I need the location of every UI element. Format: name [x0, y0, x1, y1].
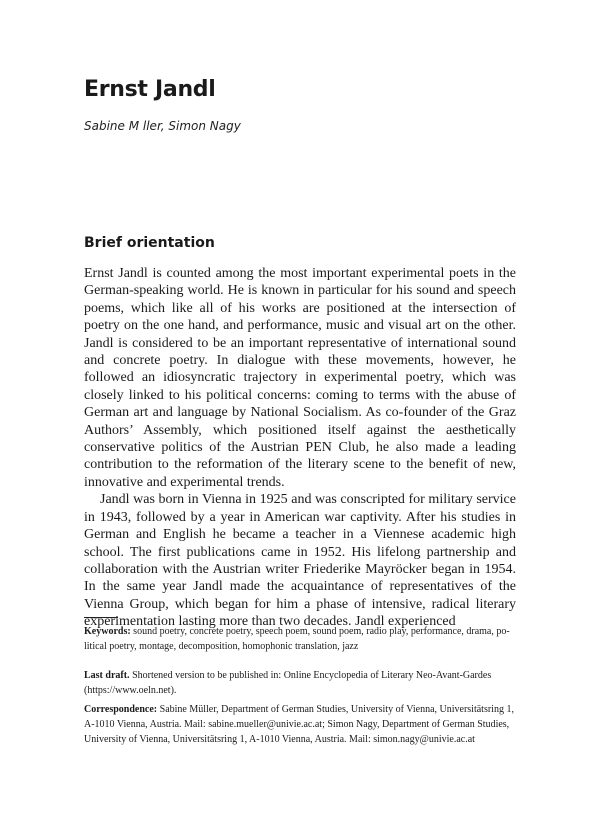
- correspondence-note: [84, 702, 518, 747]
- keywords-label: Keywords:: [84, 626, 131, 637]
- last-draft-label: Last draft.: [84, 670, 130, 681]
- last-draft-text: Shortened version to be published in: Online Encyclopedia of Literary Neo-Avant-Gardes (https://www.oeln.net).: [84, 670, 492, 696]
- body-text: [84, 265, 516, 631]
- section-heading: Brief orientation: [84, 235, 215, 251]
- footnote-divider: [84, 617, 118, 618]
- correspondence-text: Sabine Müller, Department of German Studies, University of Vienna, Universitätsring 1, A-1010 Vienna, Austria. Mail: sabine.mueller@univie.ac.at; Simon Nagy, Department of German Studies, University of Vienna, Universitätsring 1, A-1010 Vienna, Austria. Mail: simon.nagy@univie.ac.at: [84, 704, 514, 745]
- article-authors: Sabine M ller, Simon Nagy: [84, 119, 241, 133]
- notes-block: [84, 668, 518, 747]
- paragraph-1: Ernst Jandl is counted among the most important experimental poets in the German-speaking world. He is known in particular for his sound and speech poems, which like all of his works are positioned at the intersection of poetry on the one hand, and performance, music and visual art on the other. Jandl is considered to be an important representative of international sound and concrete poetry. In dialogue with these movements, however, he followed an idiosyncratic trajectory in experimental poetry, which was closely linked to his political concerns: coming to terms with the abuse of German art and language by National Socialism. As co-founder of the Graz Authors’ Assembly, which positioned itself against the aesthetically conservative politics of the Austrian PEN Club, he also made a leading contribution to the reformation of the literary scene to the benefit of new, innovative and experimental trends.: [84, 266, 516, 490]
- last-draft-note: [84, 668, 518, 698]
- keywords-text: sound poetry, concrete poetry, speech poem, sound poem, radio play, performance, drama, po-litical poetry, montage, decomposition, homophonic translation, jazz: [84, 626, 510, 652]
- keywords-block: [84, 624, 518, 654]
- paragraph-2: Jandl was born in Vienna in 1925 and was conscripted for military service in 1943, followed by a year in American war captivity. After his studies in German and English he became a teacher in a Viennese academic high school. The first publications came in 1952. His lifelong partnership and collaboration with the Austrian writer Friederike Mayröcker began in 1954. In the same year Jandl made the acquaintance of representatives of the Vienna Group, which began for him a phase of intensive, radical literary experimentation lasting more than two decades. Jandl experienced: [84, 492, 516, 630]
- correspondence-label: Correspondence:: [84, 704, 158, 715]
- article-title: Ernst Jandl: [84, 77, 216, 102]
